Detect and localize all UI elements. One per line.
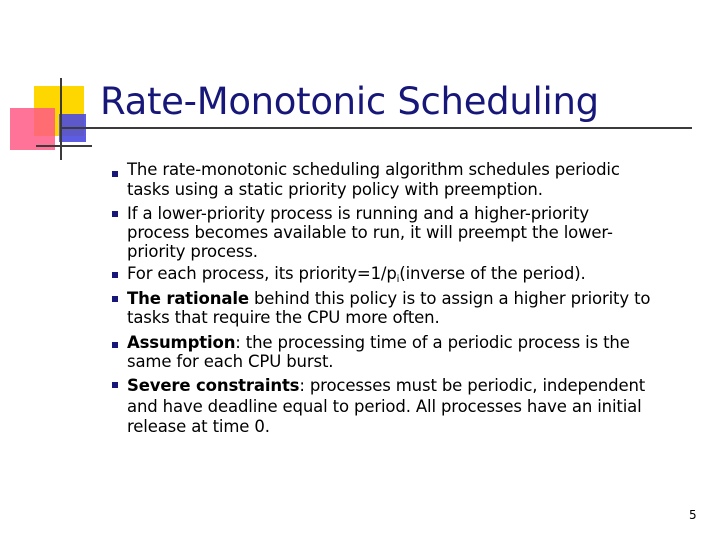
square-bullet-icon [112, 382, 118, 388]
square-bullet-icon [112, 171, 118, 177]
bold-term: Assumption [127, 333, 236, 352]
bullet-line: tasks using a static priority policy with preemption. [127, 180, 543, 199]
slide-title: Rate-Monotonic Scheduling [100, 80, 599, 123]
bullet-line-text: behind this policy is to assign a higher priority to [248, 289, 651, 308]
square-bullet-icon [112, 342, 118, 348]
period-subscript: i [396, 274, 400, 285]
bullet-line: tasks that require the CPU more often. [127, 308, 440, 327]
bullet-line-text: : the processing time of a periodic process is the [235, 333, 630, 352]
priority-text: For each process, its priority=1/p [127, 264, 397, 283]
bullet-line [127, 333, 630, 352]
bold-term: Severe constraints [127, 376, 300, 395]
bullet-line: same for each CPU burst. [127, 352, 334, 371]
priority-text-tail: (inverse of the period). [399, 264, 586, 283]
bullet-line [127, 289, 650, 308]
bullet-line [127, 264, 586, 289]
bold-term: The rationale [127, 289, 249, 308]
square-bullet-icon [112, 272, 118, 278]
bullet-line [127, 376, 645, 395]
bullet-line: and have deadline equal to period. All processes have an initial [127, 397, 642, 416]
bullet-line-text: : processes must be periodic, independent [299, 376, 646, 395]
bullet-line: release at time 0. [127, 417, 270, 436]
square-bullet-icon [112, 296, 118, 302]
page-number: 5 [689, 508, 697, 522]
bullet-line: The rate-monotonic scheduling algorithm schedules periodic [127, 160, 620, 179]
bullet-line: process becomes available to run, it will preempt the lower- [127, 223, 613, 242]
square-bullet-icon [112, 211, 118, 217]
bullet-line: If a lower-priority process is running and a higher-priority [127, 204, 590, 223]
bullet-line: priority process. [127, 242, 258, 261]
